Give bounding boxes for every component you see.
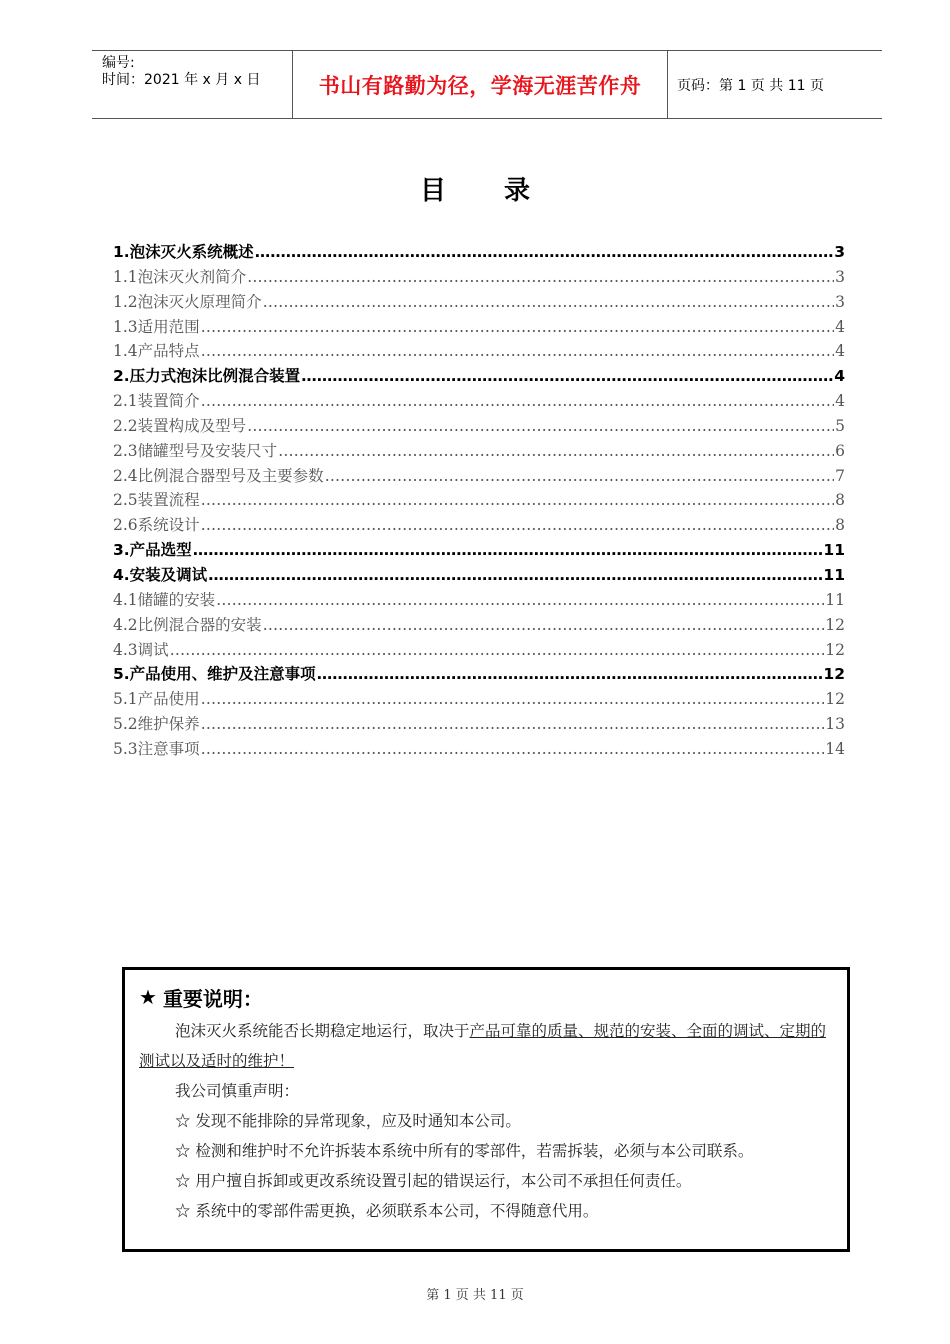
toc-entry-label: 3.产品选型 — [113, 541, 192, 560]
toc-entry-page: 12 — [825, 640, 845, 659]
document-time-label: 时间：2021 年 x 月 x 日 — [102, 72, 261, 88]
toc-entry-page: 8 — [835, 516, 845, 535]
page-footer: 第 1 页 共 11 页 — [426, 1288, 524, 1303]
toc-entry-label: 2.压力式泡沫比例混合装置 — [113, 367, 301, 386]
notice-item: ☆ 发现不能排除的异常现象，应及时通知本公司。 — [175, 1112, 521, 1130]
toc-leader-dots — [247, 268, 834, 286]
header-meta — [92, 51, 292, 118]
toc-entry[interactable] — [113, 638, 845, 663]
toc-leader-dots — [201, 715, 825, 733]
toc-entry-page: 11 — [825, 590, 845, 609]
toc-entry-label: 4.1储罐的安装 — [113, 590, 216, 609]
toc-entry-page: 13 — [825, 715, 845, 734]
toc-entry[interactable] — [113, 464, 845, 489]
toc-entry-page: 7 — [835, 466, 845, 485]
toc-entry-label: 5.1产品使用 — [113, 690, 200, 709]
toc-entry[interactable] — [113, 315, 845, 340]
toc-entry-label: 5.产品使用、维护及注意事项 — [113, 665, 316, 684]
toc-entry-label: 1.3适用范围 — [113, 317, 200, 336]
toc-leader-dots — [278, 442, 834, 460]
notice-item: ☆ 系统中的零部件需更换，必须联系本公司，不得随意代用。 — [175, 1202, 599, 1220]
toc-leader-dots — [170, 641, 825, 659]
toc-entry[interactable] — [113, 290, 845, 315]
toc-entry-page: 4 — [835, 392, 845, 411]
toc-leader-dots — [201, 516, 834, 534]
toc-entry[interactable] — [113, 538, 845, 563]
table-of-contents — [113, 240, 845, 762]
toc-entry-label: 4.3调试 — [113, 640, 169, 659]
toc-entry[interactable] — [113, 662, 845, 687]
toc-leader-dots — [263, 293, 834, 311]
toc-leader-dots — [325, 467, 834, 485]
toc-leader-dots — [201, 491, 834, 509]
toc-leader-dots — [208, 566, 822, 584]
toc-leader-dots — [247, 417, 834, 435]
toc-entry[interactable] — [113, 588, 845, 613]
toc-entry[interactable] — [113, 240, 845, 265]
toc-entry-label: 4.2比例混合器的安装 — [113, 615, 262, 634]
toc-leader-dots — [193, 541, 823, 559]
notice-item: ☆ 用户擅自拆卸或更改系统设置引起的错误运行，本公司不承担任何责任。 — [175, 1172, 692, 1190]
notice-heading — [139, 978, 833, 1016]
toc-entry[interactable] — [113, 414, 845, 439]
toc-entry-page: 3 — [834, 243, 845, 261]
toc-entry[interactable] — [113, 488, 845, 513]
toc-entry-page: 4 — [834, 367, 845, 386]
important-notice-box — [122, 967, 850, 1252]
toc-leader-dots — [255, 243, 834, 261]
toc-entry[interactable] — [113, 613, 845, 638]
toc-entry-page: 5 — [835, 416, 845, 435]
toc-entry-label: 1.1泡沫灭火剂简介 — [113, 267, 247, 286]
toc-leader-dots — [201, 690, 825, 708]
toc-entry[interactable] — [113, 563, 845, 588]
notice-declaration: 我公司慎重声明： — [175, 1082, 300, 1100]
toc-entry-label: 2.5装置流程 — [113, 491, 200, 510]
toc-entry-page: 4 — [835, 317, 845, 336]
toc-entry-label: 1.4产品特点 — [113, 342, 200, 361]
notice-item: ☆ 检测和维护时不允许拆装本系统中所有的零部件，若需拆装，必须与本公司联系。 — [175, 1142, 754, 1160]
toc-entry-page: 11 — [823, 565, 845, 584]
toc-entry[interactable] — [113, 737, 845, 762]
toc-entry[interactable] — [113, 364, 845, 389]
toc-entry-page: 12 — [825, 690, 845, 709]
header-page-label: 页码：第 1 页 共 11 页 — [677, 77, 824, 94]
toc-entry[interactable] — [113, 687, 845, 712]
notice-heading-text: 重要说明： — [162, 986, 263, 1011]
toc-leader-dots — [216, 591, 824, 609]
header-motto: 书山有路勤为径，学海无涯苦作舟 — [318, 73, 642, 98]
toc-entry-label: 2.1装置简介 — [113, 392, 200, 411]
notice-paragraph — [139, 1016, 833, 1076]
document-number-label: 编号: — [102, 55, 135, 71]
toc-entry-page: 4 — [835, 342, 845, 361]
toc-entry[interactable] — [113, 389, 845, 414]
toc-entry-label: 2.4比例混合器型号及主要参数 — [113, 466, 324, 485]
toc-entry-page: 3 — [835, 292, 845, 311]
toc-entry-label: 2.2装置构成及型号 — [113, 416, 247, 435]
header-page-cell — [667, 51, 882, 118]
toc-leader-dots — [301, 367, 833, 385]
toc-entry-label: 1.泡沫灭火系统概述 — [113, 243, 254, 261]
toc-entry-label: 4.安装及调试 — [113, 565, 208, 584]
toc-leader-dots — [201, 740, 825, 758]
toc-entry-page: 14 — [825, 739, 845, 758]
toc-leader-dots — [317, 665, 823, 683]
toc-entry-label: 1.2泡沫灭火原理简介 — [113, 292, 262, 311]
toc-entry-label: 2.6系统设计 — [113, 516, 200, 535]
toc-entry-page: 6 — [835, 441, 845, 460]
toc-entry[interactable] — [113, 712, 845, 737]
toc-leader-dots — [201, 342, 834, 360]
header-motto-cell — [292, 51, 668, 118]
toc-entry[interactable] — [113, 439, 845, 464]
toc-entry-label: 5.2维护保养 — [113, 715, 200, 734]
toc-entry-label: 2.3储罐型号及安装尺寸 — [113, 441, 278, 460]
toc-leader-dots — [201, 392, 834, 410]
toc-entry-page: 12 — [823, 665, 845, 684]
toc-entry-page: 12 — [825, 615, 845, 634]
toc-entry[interactable] — [113, 339, 845, 364]
toc-title: 目录 — [419, 176, 588, 206]
toc-entry-page: 8 — [835, 491, 845, 510]
star-icon: ★ — [139, 985, 157, 1009]
toc-entry[interactable] — [113, 513, 845, 538]
toc-entry-label: 5.3注意事项 — [113, 739, 200, 758]
notice-paragraph-underlined: 产品可靠的质量、规范的安装、全面的调试、定期的测试以及适时的维护！ — [139, 1022, 827, 1070]
toc-entry[interactable] — [113, 265, 845, 290]
page-header — [92, 50, 882, 119]
toc-leader-dots — [263, 616, 825, 634]
toc-entry-page: 11 — [823, 541, 845, 560]
toc-entry-page: 3 — [835, 267, 845, 286]
toc-leader-dots — [201, 318, 834, 336]
notice-paragraph-start: 泡沫灭火系统能否长期稳定地运行，取决于 — [175, 1022, 470, 1040]
